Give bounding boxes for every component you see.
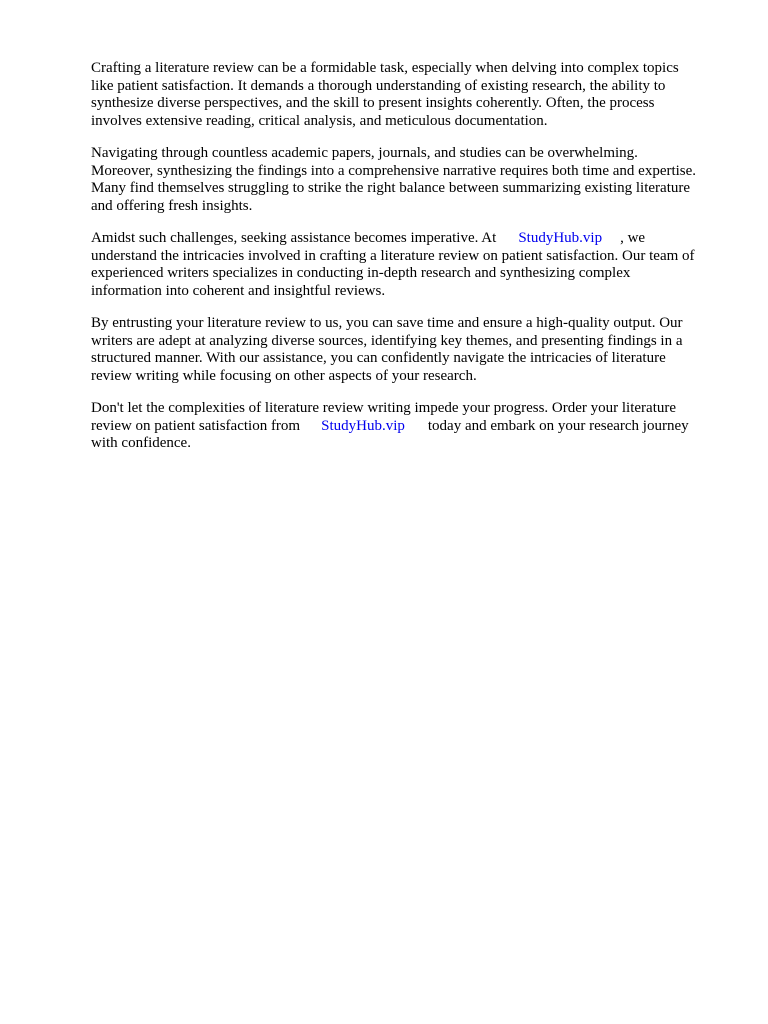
paragraph-text: , we: [620, 230, 646, 246]
paragraph-line-with-link: [91, 418, 731, 436]
paragraph-line: Don't let the complexities of literature review writing impede your progress. Order your literature: [91, 400, 677, 416]
paragraph-text: review on patient satisfaction from: [91, 417, 301, 434]
paragraph-1: [91, 60, 731, 130]
paragraph-line: and offering fresh insights.: [91, 197, 253, 214]
paragraph-line: involves extensive reading, critical analysis, and meticulous documentation.: [91, 112, 548, 129]
paragraph-line: like patient satisfaction. It demands a thorough understanding of existing research, the ability to: [91, 77, 666, 94]
paragraph-line-with-link: [91, 230, 731, 248]
paragraph-line: writers are adept at analyzing diverse sources, identifying key themes, and presenting findings in a: [91, 332, 683, 349]
paragraph-2: [91, 145, 731, 215]
paragraph-5: [91, 400, 731, 453]
paragraph-line: with confidence.: [91, 435, 191, 451]
paragraph-line: understand the intricacies involved in crafting a literature review on patient satisfaction. Our team of: [91, 247, 695, 264]
paragraph-line: Many find themselves struggling to strike the right balance between summarizing existing literature: [91, 180, 691, 196]
paragraph-line: synthesize diverse perspectives, and the skill to present insights coherently. Often, the process: [91, 95, 655, 111]
paragraph-3: [91, 230, 731, 300]
paragraph-line: Crafting a literature review can be a formidable task, especially when delving into complex topics: [91, 60, 679, 76]
paragraph-4: [91, 315, 731, 385]
paragraph-line: Moreover, synthesizing the findings into a comprehensive narrative requires both time and expertise.: [91, 162, 697, 179]
paragraph-line: experienced writers specializes in conducting in-depth research and synthesizing complex: [91, 265, 631, 281]
paragraph-line: information into coherent and insightful reviews.: [91, 282, 386, 299]
studyhub-link[interactable]: StudyHub.vip: [518, 230, 603, 246]
studyhub-link[interactable]: StudyHub.vip: [321, 417, 405, 434]
paragraph-line: Navigating through countless academic papers, journals, and studies can be overwhelming.: [91, 145, 638, 161]
paragraph-line: structured manner. With our assistance, you can confidently navigate the intricacies of literature: [91, 350, 666, 366]
paragraph-text: today and embark on your research journey: [427, 417, 689, 434]
paragraph-text: Amidst such challenges, seeking assistance becomes imperative. At: [91, 230, 497, 246]
paragraph-line: review writing while focusing on other aspects of your research.: [91, 367, 477, 384]
document-page: [91, 60, 731, 468]
paragraph-line: By entrusting your literature review to us, you can save time and ensure a high-quality output. Our: [91, 315, 683, 331]
